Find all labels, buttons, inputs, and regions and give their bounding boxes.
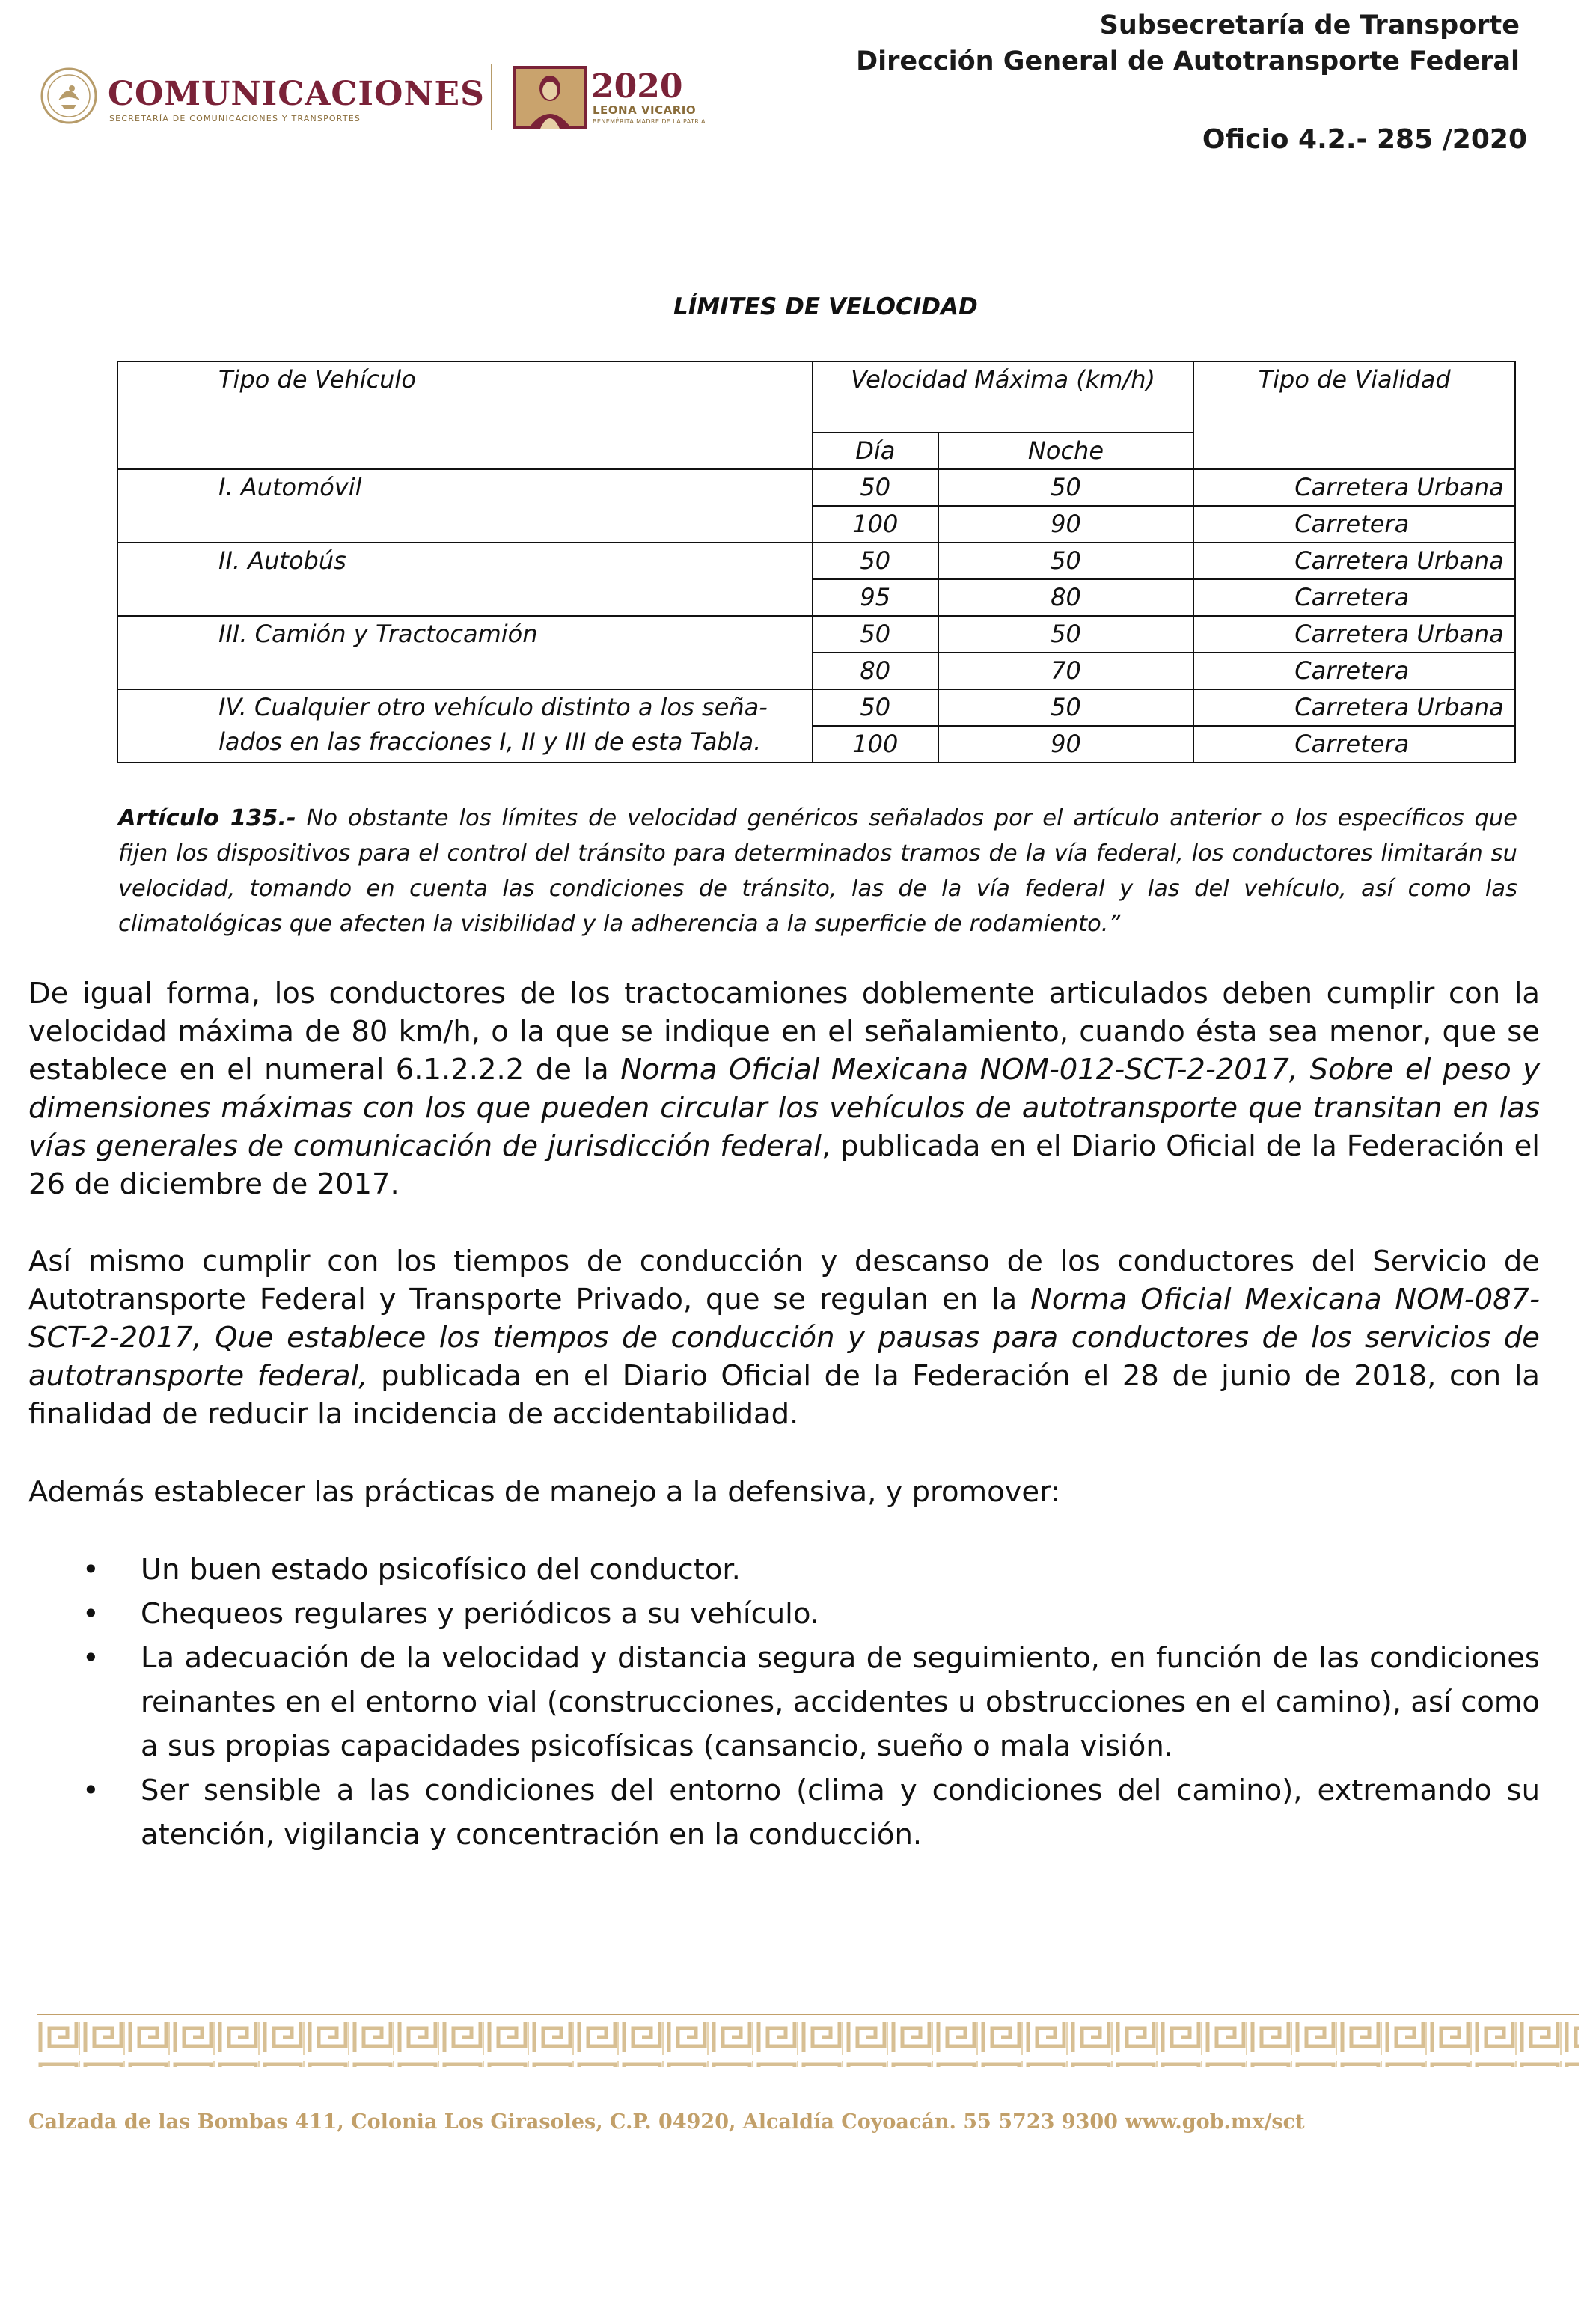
oficio-number: Oficio 4.2.- 285 /2020 bbox=[1202, 124, 1527, 155]
header-agency bbox=[856, 7, 1520, 79]
road-type-cell: Carretera bbox=[1193, 726, 1515, 763]
leona-vicario-portrait-icon bbox=[513, 66, 587, 129]
vehicle-cell: III. Camión y Tractocamión bbox=[117, 616, 813, 689]
bullet-icon: • bbox=[82, 1597, 100, 1631]
header-vehicle-type: Tipo de Vehículo bbox=[117, 361, 813, 469]
table-row bbox=[117, 689, 1515, 726]
list-item bbox=[28, 1548, 1540, 1592]
bullet-icon: • bbox=[82, 1553, 100, 1587]
article-text: No obstante los límites de velocidad genéricos señalados por el artículo anterior o los específicos que fijen los dispositivos para el control del tránsito para determinados tramos de la vía federal, los conductores limitarán su velocidad, tomando en cuenta las condiciones de tránsito, las de la vía federal y las del vehículo, así como las climatológicas que afecten la visibilidad y la adherencia a la superficie de rodamiento.” bbox=[118, 805, 1517, 937]
day-speed-cell: 80 bbox=[813, 653, 938, 689]
header-direccion: Dirección General de Autotransporte Federal bbox=[856, 46, 1520, 76]
paragraph-driving-times-nom087 bbox=[28, 1242, 1540, 1433]
header-night: Noche bbox=[938, 433, 1194, 469]
header-subsecretaria: Subsecretaría de Transporte bbox=[1099, 10, 1520, 40]
list-item-text: Ser sensible a las condiciones del entorno (clima y condiciones del camino), extremando su atención, vigilancia y concentración en la conducción. bbox=[141, 1774, 1540, 1851]
vehicle-cell: II. Autobús bbox=[117, 543, 813, 616]
day-speed-cell: 100 bbox=[813, 506, 938, 543]
bullet-icon: • bbox=[82, 1774, 100, 1807]
paragraph2-tail: publicada en el Diario Oficial de la Federación el 28 de junio de 2018, con la finalidad de reducir la incidencia de accidentabilidad. bbox=[28, 1359, 1540, 1431]
road-type-cell: Carretera bbox=[1193, 653, 1515, 689]
table-title: LÍMITES DE VELOCIDAD bbox=[673, 293, 978, 320]
leona-vicario-label: LEONA VICARIO bbox=[593, 103, 697, 117]
day-speed-cell: 95 bbox=[813, 579, 938, 616]
night-speed-cell: 90 bbox=[938, 726, 1194, 763]
footer-address: Calzada de las Bombas 411, Colonia Los Girasoles, C.P. 04920, Alcaldía Coyoacán. 55 5723 9300 www.gob.mx/sct bbox=[28, 2110, 1305, 2134]
paragraph1-tail: , publicada en el Diario Oficial de la Federación el 26 de diciembre de 2017. bbox=[28, 1129, 1540, 1201]
night-speed-cell: 70 bbox=[938, 653, 1194, 689]
night-speed-cell: 50 bbox=[938, 543, 1194, 579]
vehicle-cell: IV. Cualquier otro vehículo distinto a los seña- lados en las fracciones I, II y III de esta Tabla. bbox=[117, 689, 813, 763]
sct-logo bbox=[39, 64, 712, 136]
logo-divider bbox=[491, 64, 492, 130]
list-item bbox=[28, 1636, 1540, 1768]
day-speed-cell: 50 bbox=[813, 616, 938, 653]
recommendations-list bbox=[28, 1548, 1540, 1857]
night-speed-cell: 50 bbox=[938, 689, 1194, 726]
paragraph-speed-nom012 bbox=[28, 974, 1540, 1203]
article-label: Artículo 135.- bbox=[118, 805, 296, 831]
paragraph1-nom-title: Norma Oficial Mexicana NOM-012-SCT-2-2017, Sobre el peso y dimensiones máximas con los que pueden circular los vehículos de autotransporte que transitan en las vías generales de comunicación de jurisdicción federal bbox=[28, 1053, 1540, 1163]
road-type-cell: Carretera Urbana bbox=[1193, 543, 1515, 579]
road-type-cell: Carretera Urbana bbox=[1193, 689, 1515, 726]
brand-subtitle: SECRETARÍA DE COMUNICACIONES Y TRANSPORTES bbox=[109, 114, 361, 123]
day-speed-cell: 50 bbox=[813, 689, 938, 726]
list-item-text: Chequeos regulares y periódicos a su vehículo. bbox=[141, 1597, 819, 1631]
header-day: Día bbox=[813, 433, 938, 469]
speed-limits-table bbox=[117, 361, 1516, 763]
header-road-type: Tipo de Vialidad bbox=[1193, 361, 1515, 469]
table-row bbox=[117, 616, 1515, 653]
paragraph2-text: Así mismo cumplir con los tiempos de conducción y descanso de los conductores del Servicio de Autotransporte Federal y Transporte Privado, que se regulan en la bbox=[28, 1245, 1540, 1316]
night-speed-cell: 50 bbox=[938, 616, 1194, 653]
night-speed-cell: 50 bbox=[938, 469, 1194, 506]
leona-vicario-subtitle: BENEMÉRITA MADRE DE LA PATRIA bbox=[593, 118, 706, 125]
road-type-cell: Carretera bbox=[1193, 506, 1515, 543]
mexican-eagle-seal-icon bbox=[39, 66, 99, 126]
list-item bbox=[28, 1592, 1540, 1636]
paragraph1-text: De igual forma, los conductores de los tractocamiones doblemente articulados deben cumplir con la velocidad máxima de 80 km/h, o la que se indique en el señalamiento, cuando ésta sea menor, que se establece en el numeral 6.1.2.2.2 de la bbox=[28, 977, 1540, 1087]
road-type-cell: Carretera bbox=[1193, 579, 1515, 616]
road-type-cell: Carretera Urbana bbox=[1193, 469, 1515, 506]
list-item-text: Un buen estado psicofísico del conductor. bbox=[141, 1553, 741, 1587]
year-2020: 2020 bbox=[591, 67, 683, 106]
article-135-quote bbox=[118, 801, 1517, 941]
brand-name: COMUNICACIONES bbox=[108, 75, 485, 113]
day-speed-cell: 50 bbox=[813, 469, 938, 506]
vehicle-cell: I. Automóvil bbox=[117, 469, 813, 543]
list-item-text: La adecuación de la velocidad y distancia segura de seguimiento, en función de las condiciones reinantes en el entorno vial (construcciones, accidentes u obstrucciones en el camino), así como a sus propias capacidades psicofísicas (cansancio, sueño o mala visión. bbox=[141, 1641, 1540, 1763]
table-header-row bbox=[117, 361, 1515, 433]
list-item bbox=[28, 1768, 1540, 1857]
bullet-icon: • bbox=[82, 1641, 100, 1675]
night-speed-cell: 90 bbox=[938, 506, 1194, 543]
road-type-cell: Carretera Urbana bbox=[1193, 616, 1515, 653]
paragraph-defensive-driving: Además establecer las prácticas de manejo a la defensiva, y promover: bbox=[28, 1475, 1061, 1509]
paragraph2-nom-title: Norma Oficial Mexicana NOM-087-SCT-2-2017, Que establece los tiempos de conducción y pausas para conductores de los servicios de autotransporte federal, bbox=[28, 1283, 1540, 1393]
day-speed-cell: 50 bbox=[813, 543, 938, 579]
table-row bbox=[117, 543, 1515, 579]
table-row bbox=[117, 469, 1515, 506]
day-speed-cell: 100 bbox=[813, 726, 938, 763]
footer-decorative-band bbox=[37, 2013, 1579, 2075]
header-max-speed: Velocidad Máxima (km/h) bbox=[813, 361, 1193, 433]
night-speed-cell: 80 bbox=[938, 579, 1194, 616]
